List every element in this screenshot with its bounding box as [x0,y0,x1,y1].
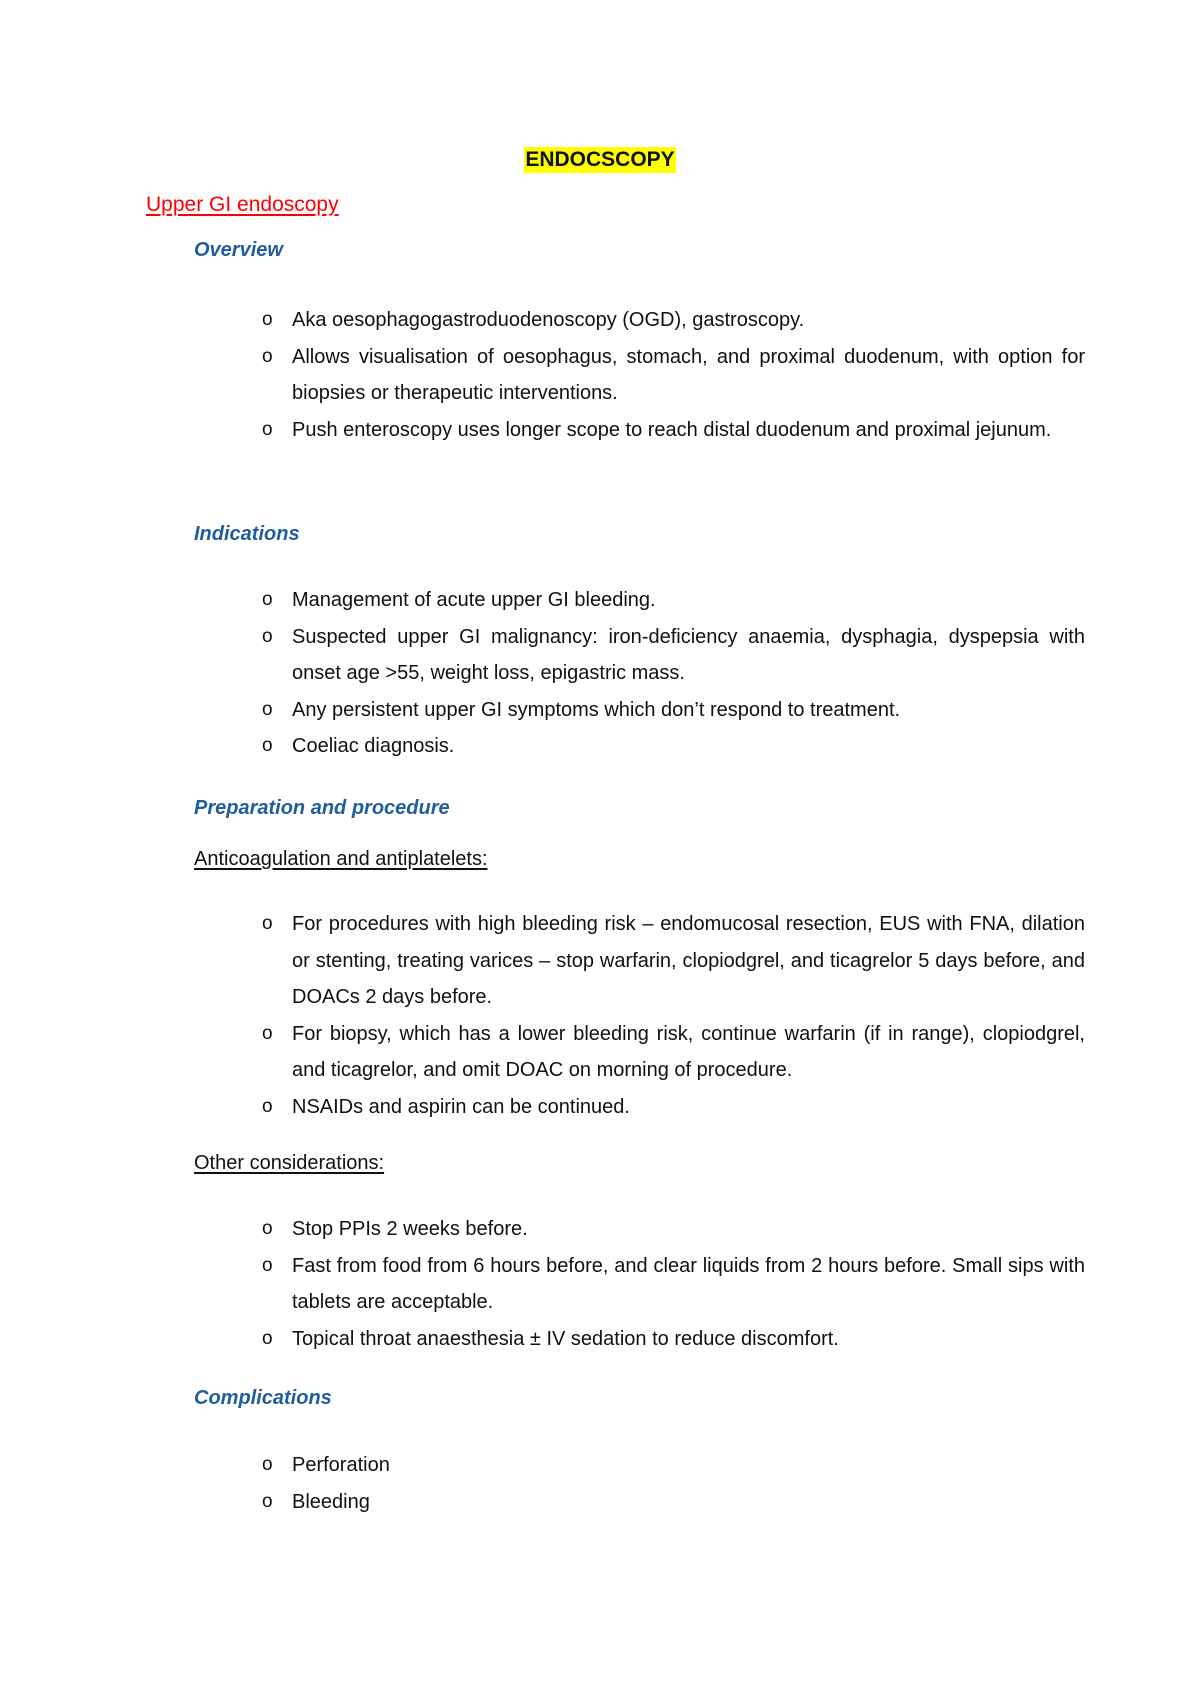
list-item [0,728,1200,765]
list-item [0,302,1200,339]
bullet-icon: o [262,735,273,756]
list-item-text: Push enteroscopy uses longer scope to reach distal duodenum and proximal jejunum. [292,418,1052,441]
list-item [0,1484,1200,1521]
indications-list [0,582,1200,765]
list-item-text: NSAIDs and aspirin can be continued. [292,1095,630,1118]
bullet-icon: o [262,1254,273,1276]
bullet-icon: o [262,1327,273,1349]
list-item-text: Coeliac diagnosis. [292,735,455,757]
bullet-icon: o [262,1022,273,1044]
bullet-icon: o [262,1454,273,1475]
list-item [0,1016,1200,1089]
bullet-icon: o [262,1218,273,1239]
list-item [0,692,1200,729]
document-title-wrap [0,147,1200,173]
list-item [0,1248,1200,1321]
complications-list [0,1447,1200,1520]
list-item [0,582,1200,619]
bullet-icon: o [262,589,273,610]
list-item [0,339,1200,412]
other-considerations-label: Other considerations: [194,1152,385,1174]
section-title: Upper GI endoscopy [146,193,339,216]
bullet-icon: o [262,625,273,647]
list-item [0,1447,1200,1484]
list-item [0,412,1200,449]
list-item-text: For procedures with high bleeding risk – endomucosal resection, EUS with FNA, dilation or stenting, treating varices – stop warfarin, clopiodgrel, and ticagrelor 5 days before, and DOACs 2 days before. [292,913,1085,1008]
list-item-text: Management of acute upper GI bleeding. [292,589,656,611]
list-item-text: Topical throat anaesthesia ± IV sedation to reduce discomfort. [292,1327,839,1350]
bullet-icon: o [262,913,273,934]
list-item-text: Bleeding [292,1490,370,1513]
other-considerations-list [0,1211,1200,1357]
list-item-text: Stop PPIs 2 weeks before. [292,1218,528,1240]
anticoagulation-list [0,906,1200,1125]
bullet-icon: o [262,698,273,720]
bullet-icon: o [262,1095,273,1117]
list-item [0,1321,1200,1358]
list-item [0,1211,1200,1248]
overview-heading: Overview [194,239,283,261]
overview-list [0,302,1200,448]
indications-heading: Indications [194,523,300,545]
list-item-text: Fast from food from 6 hours before, and clear liquids from 2 hours before. Small sips with tablets are acceptable. [292,1254,1085,1313]
list-item-text: For biopsy, which has a lower bleeding risk, continue warfarin (if in range), clopiodgrel, and ticagrelor, and omit DOAC on morning of procedure. [292,1022,1085,1081]
list-item-text: Perforation [292,1454,390,1476]
list-item [0,619,1200,692]
list-item-text: Any persistent upper GI symptoms which don’t respond to treatment. [292,698,901,721]
bullet-icon: o [262,309,273,330]
list-item [0,1089,1200,1126]
anticoagulation-label: Anticoagulation and antiplatelets: [194,848,488,870]
bullet-icon: o [262,418,273,440]
list-item-text: Suspected upper GI malignancy: iron-deficiency anaemia, dysphagia, dyspepsia with onset age >55, weight loss, epigastric mass. [292,625,1085,684]
list-item-text: Allows visualisation of oesophagus, stomach, and proximal duodenum, with option for biopsies or therapeutic interventions. [292,345,1085,404]
bullet-icon: o [262,1490,273,1512]
list-item [0,906,1200,1016]
preparation-heading: Preparation and procedure [194,797,450,819]
document-title: ENDOCSCOPY [525,148,675,171]
bullet-icon: o [262,345,273,367]
complications-heading: Complications [194,1387,332,1409]
list-item-text: Aka oesophagogastroduodenoscopy (OGD), gastroscopy. [292,309,805,331]
